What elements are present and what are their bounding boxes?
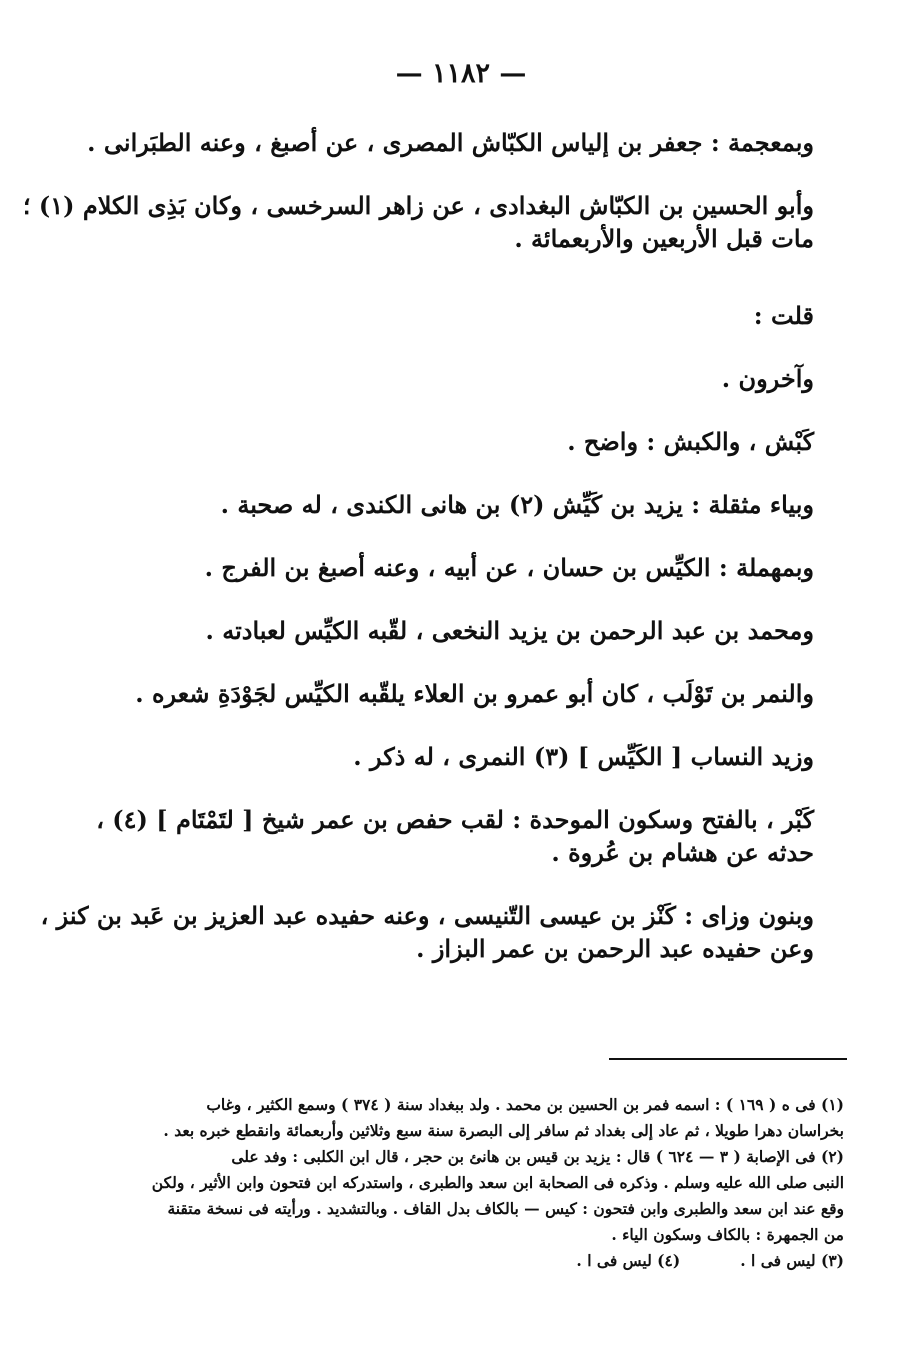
paragraph [79, 551, 814, 584]
paragraph [79, 803, 814, 869]
paragraph [79, 299, 814, 332]
text-line: مات قبل الأربعين والأربعمائة . [514, 224, 814, 253]
text-line: وبمعجمة : جعفر بن إلياس الكبّاش المصرى ، عن أصبغ ، وعنه الطبَرانى . [87, 128, 814, 157]
footnote-line: وقع عند ابن سعد والطبرى وابن فتحون : كيس — بالكاف بدل القاف . وبالتشديد . ورأيته فى نسخة متقنة [167, 1199, 844, 1218]
footnote-line: النبى صلى الله عليه وسلم . وذكره فى الصحابة ابن سعد والطبرى ، واستدركه ابن فتحون وابن الأثير ، ولكن [151, 1173, 844, 1192]
footnote-line: (١) فى ه ( ١٦٩ ) : اسمه فمر بن الحسين بن محمد . ولد ببغداد سنة ( ٣٧٤ ) وسمع الكثير ، وغاب [206, 1095, 844, 1114]
footnote-line: بخراسان دهرا طويلا ، ثم عاد إلى بغداد ثم سافر إلى البصرة سنة سبع وثلاثين وأربعمائة وانقطع خبره بعد . [163, 1121, 844, 1140]
paragraph [79, 677, 814, 710]
footnote-3: (٣) ليس فى ا . [740, 1251, 844, 1270]
paragraph [79, 614, 814, 647]
footnote-line: من الجمهرة : بالكاف وسكون الياء . [611, 1225, 844, 1244]
paragraph [79, 740, 814, 773]
text-line: كَبْش ، والكبش : واضح . [567, 427, 814, 456]
text-line: وآخرون . [721, 364, 814, 393]
text-line: وأبو الحسين بن الكبّاش البغدادى ، عن زاهر السرخسى ، وكان بَذِى الكلام (١) ؛ [22, 191, 814, 220]
paragraph [22, 189, 814, 255]
footnote-divider [609, 1058, 847, 1060]
footnotes [84, 1092, 844, 1274]
main-text [22, 126, 814, 995]
paragraph [40, 899, 814, 965]
footnote-line: (٢) فى الإصابة ( ٣ — ٦٢٤ ) قال : يزيد بن قيس بن هانئ بن حجر ، قال ابن الكلبى : وفد على [231, 1147, 844, 1166]
text-line: وبنون وزاى : كَنْز بن عيسى التّنيسى ، وعنه حفيده عبد العزيز بن عَبد بن كنز ، [40, 901, 814, 930]
paragraph [79, 126, 814, 159]
text-line: وبياء مثقلة : يزيد بن كَيِّش (٢) بن هانى الكندى ، له صحبة . [220, 490, 814, 519]
footnote-4: (٤) ليس فى ا . [576, 1251, 681, 1270]
text-line: والنمر بن تَوْلَب ، كان أبو عمرو بن العلاء يلقّبه الكيِّس لجَوْدَةِ شعره . [135, 679, 814, 708]
paragraph [79, 425, 814, 458]
page-number: — ١١٨٢ — [395, 58, 527, 89]
text-line: وعن حفيده عبد الرحمن بن عمر البزاز . [416, 934, 814, 963]
text-line: حدثه عن هشام بن عُروة . [551, 838, 814, 867]
text-line: كَبْر ، بالفتح وسكون الموحدة : لقب حفص بن عمر شيخ [ لتَمْتَام ] (٤) ، [96, 805, 814, 834]
text-line: وبمهملة : الكيِّس بن حسان ، عن أبيه ، وعنه أصبغ بن الفرج . [204, 553, 814, 582]
text-line: وزيد النساب [ الكَيِّس ] (٣) النمرى ، له ذكر . [353, 742, 814, 771]
text-line: قلت : [753, 301, 814, 330]
paragraph [79, 362, 814, 395]
text-line: ومحمد بن عبد الرحمن بن يزيد النخعى ، لقّبه الكيِّس لعبادته . [205, 616, 814, 645]
paragraph [79, 488, 814, 521]
footnote-short-row [84, 1248, 844, 1274]
